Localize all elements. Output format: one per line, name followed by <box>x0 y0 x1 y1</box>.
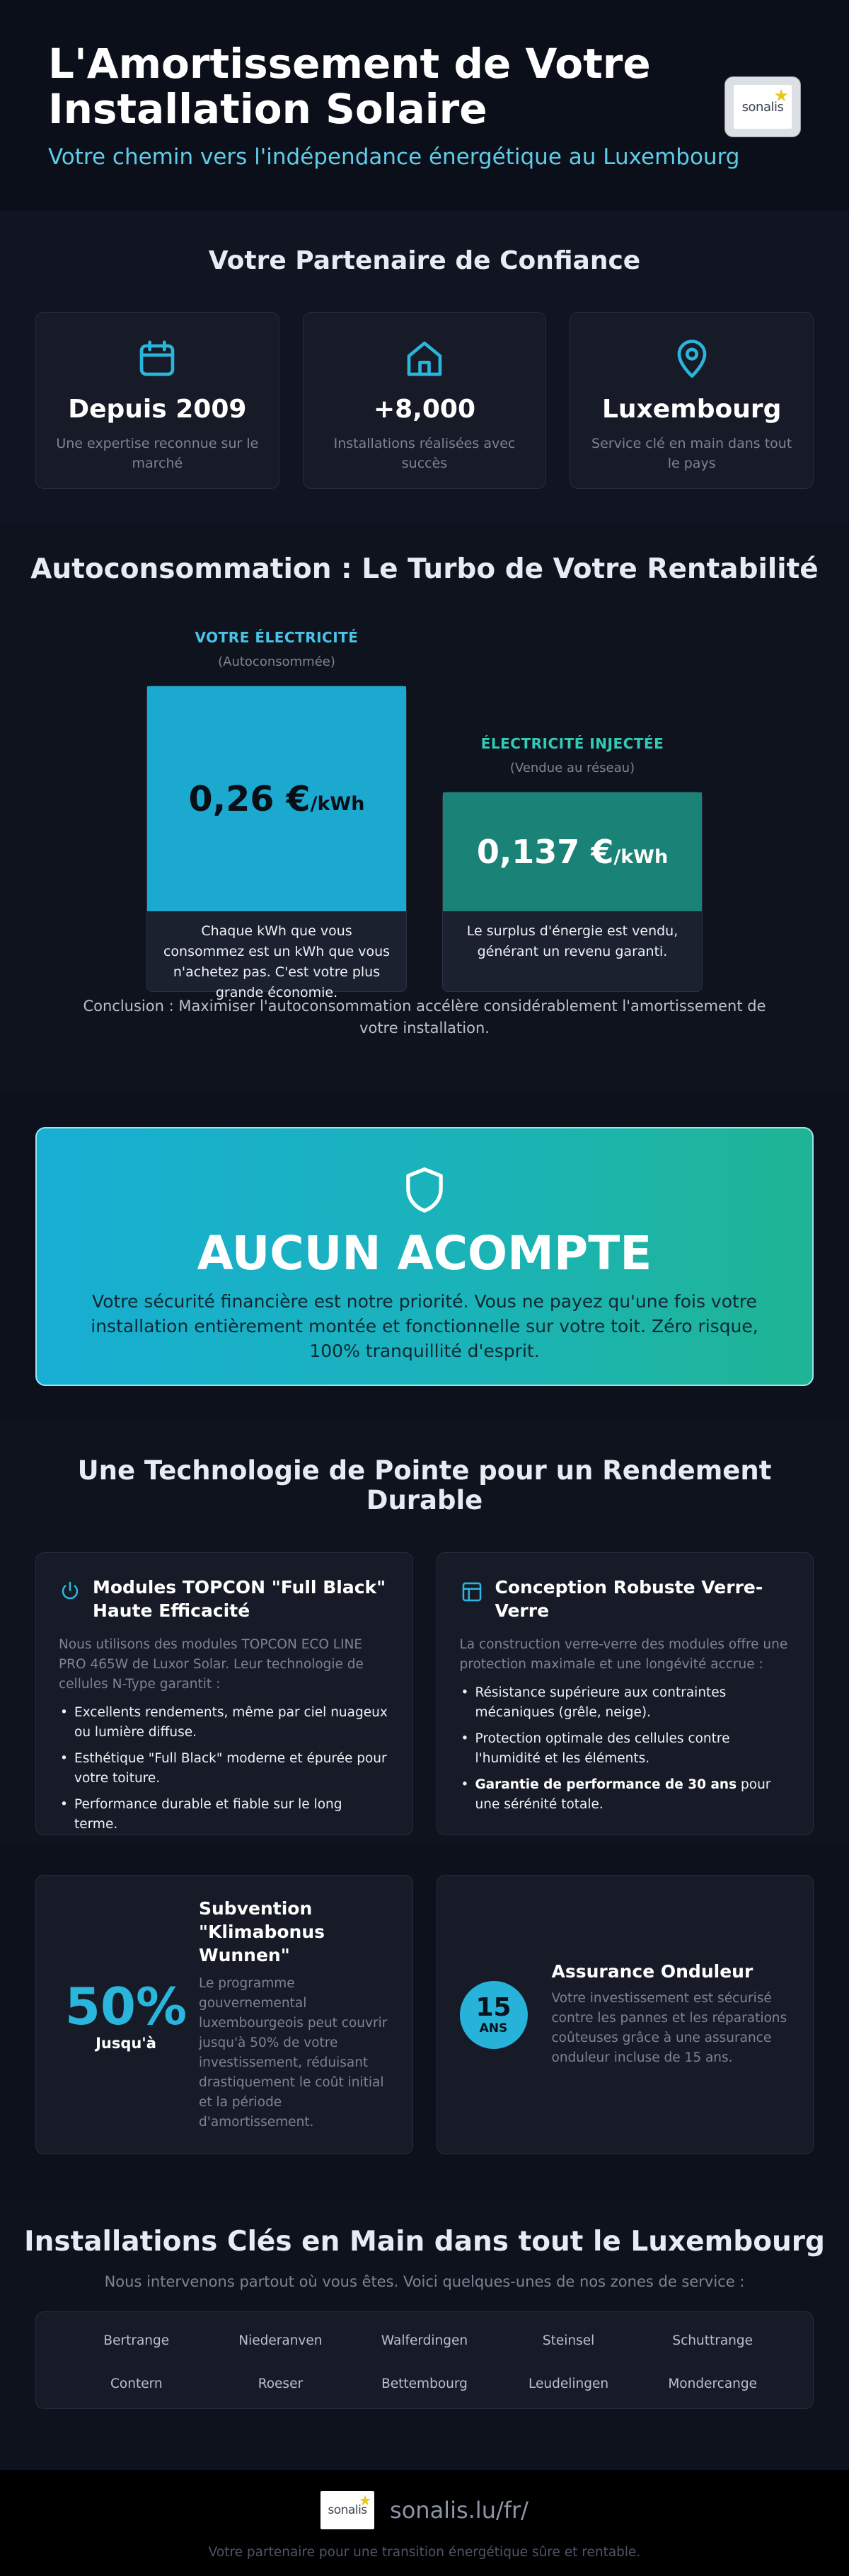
city-item: Leudelingen <box>529 2376 609 2391</box>
bar-label-injectee <box>442 735 703 775</box>
bar-unit: /kWh <box>310 792 365 815</box>
partner-card-luxembourg <box>570 312 814 489</box>
partner-card-installations <box>303 312 547 489</box>
map-pin-icon <box>570 337 813 381</box>
logo-text: sonalis <box>741 99 784 115</box>
tech-card-list <box>460 1683 791 1815</box>
bar-injectee <box>442 792 703 992</box>
footer-logo-text: sonalis <box>328 2503 367 2517</box>
footer <box>0 2470 849 2576</box>
list-item: • Résistance supérieure aux contraintes mécaniques (grêle, neige). <box>460 1683 791 1723</box>
tech-card-head <box>59 1576 390 1622</box>
logo-inner <box>734 85 792 129</box>
bar-label-autoconsommee <box>146 629 407 669</box>
city-item: Walferdingen <box>381 2333 468 2348</box>
technologie-section <box>0 1421 849 1845</box>
autoconsommation-title: Autoconsommation : Le Turbo de Votre Rentabilité <box>30 553 819 585</box>
bar-price-block <box>443 792 702 911</box>
tech-card-topcon <box>35 1552 413 1835</box>
technologie-cards <box>0 1552 849 1835</box>
installations-intro: Nous intervenons partout où vous êtes. Voici quelques-unes de nos zones de service : <box>104 2273 745 2290</box>
city-item: Contern <box>110 2376 163 2391</box>
city-item: Bertrange <box>103 2333 170 2348</box>
partner-desc: Une expertise reconnue sur le marché <box>56 436 259 471</box>
partner-section <box>0 212 849 524</box>
header <box>0 0 849 212</box>
acompte-text: Votre sécurité financière est notre priorité. Vous ne payez qu'une fois votre installation entièrement montée et fonctionnelle sur votre toit. Zéro risque, 100% tranquillité d'esprit. <box>91 1291 758 1361</box>
list-item: • Performance durable et fiable sur le long terme. <box>59 1795 390 1835</box>
partner-card-since <box>35 312 279 489</box>
subvention-text: Le programme gouvernemental luxembourgeois peut couvrir jusqu'à 50% de votre investissement, réduisant drastiquement le coût initial et la période d'amortissement. <box>199 1976 388 2130</box>
city-item: Roeser <box>258 2376 304 2391</box>
page-subtitle: Votre chemin vers l'indépendance énergétique au Luxembourg <box>48 144 740 170</box>
acompte-banner <box>35 1127 814 1386</box>
layout-icon <box>460 1580 484 1607</box>
acompte-title: AUCUN ACOMPTE <box>197 1226 652 1281</box>
sonalis-logo[interactable] <box>724 76 801 137</box>
tech-card-intro: Nous utilisons des modules TOPCON ECO LINE PRO 465W de Luxor Solar. Leur technologie de cellules N-Type garantit : <box>59 1637 364 1692</box>
autoconsommation-conclusion: Conclusion : Maximiser l'autoconsommation accélère considérablement l'amortissement de votre installation. <box>83 998 766 1036</box>
bar-label-title: ÉLECTRICITÉ INJECTÉE <box>480 735 664 752</box>
bar-caption: Le surplus d'énergie est vendu, générant un revenu garanti. <box>466 923 678 959</box>
subvention-card <box>35 1875 413 2154</box>
list-item: • Protection optimale des cellules contre l'humidité et les éléments. <box>460 1729 791 1769</box>
subvention-jusqua: Jusqu'à <box>96 2034 156 2052</box>
list-item-guarantee <box>460 1775 791 1815</box>
partner-desc: Service clé en main dans tout le pays <box>591 436 792 471</box>
partner-cards <box>0 312 849 489</box>
assurance-text-block <box>528 1961 791 2068</box>
technologie-title: Une Technologie de Pointe pour un Rendement Durable <box>77 1455 772 1515</box>
tech-card-title: Modules TOPCON "Full Black" Haute Efficacité <box>93 1577 386 1621</box>
partner-value: Luxembourg <box>601 395 782 424</box>
logo-star-icon: ★ <box>773 86 789 105</box>
assurance-title: Assurance Onduleur <box>551 1961 753 1982</box>
city-item: Bettembourg <box>381 2376 468 2391</box>
assurance-years: 15 <box>475 1992 512 2022</box>
cities-list <box>35 2311 814 2409</box>
subvention-text-block <box>193 1897 390 2132</box>
bar-label-sub: (Autoconsommée) <box>218 654 335 669</box>
assurance-text: Votre investissement est sécurisé contre les pannes et les réparations coûteuses grâce à une assurance onduleur incluse de 15 ans. <box>551 1991 787 2065</box>
city-item: Steinsel <box>542 2333 595 2348</box>
benefits-section <box>0 1845 849 2205</box>
guarantee-rest: pour une sérénité totale. <box>475 1777 771 1812</box>
city-item: Niederanven <box>238 2333 323 2348</box>
subvention-percent-block <box>59 1978 193 2052</box>
tech-card-verre <box>437 1552 814 1835</box>
bar-caption: Chaque kWh que vous consommez est un kWh que vous n'achetez pas. C'est votre plus grande économie. <box>163 923 391 1000</box>
bar-autoconsommee <box>146 686 407 1000</box>
acompte-section <box>0 1090 849 1421</box>
partner-title: Votre Partenaire de Confiance <box>208 246 641 275</box>
bar-unit: /kWh <box>613 845 669 868</box>
bar-price: 0,137 € <box>476 833 614 871</box>
partner-desc: Installations réalisées avec succès <box>333 436 516 471</box>
assurance-badge <box>460 1981 528 2049</box>
installations-title: Installations Clés en Main dans tout le Luxembourg <box>24 2226 825 2258</box>
bar-price: 0,26 € <box>188 778 311 819</box>
city-item: Mondercange <box>668 2376 758 2391</box>
price-bars <box>0 599 849 1000</box>
footer-logo-star-icon: ★ <box>359 2492 372 2509</box>
partner-value: Depuis 2009 <box>68 395 247 424</box>
footer-tagline: Votre partenaire pour une transition énergétique sûre et rentable. <box>208 2545 641 2560</box>
footer-logo[interactable] <box>320 2491 374 2529</box>
city-item: Schuttrange <box>672 2333 753 2348</box>
guarantee-strong: Garantie de performance de 30 ans <box>475 1777 737 1792</box>
footer-website-link[interactable]: sonalis.lu/fr/ <box>390 2497 529 2524</box>
bar-label-title: VOTRE ÉLECTRICITÉ <box>195 629 359 646</box>
tech-card-list <box>59 1703 390 1835</box>
assurance-card <box>437 1875 814 2154</box>
home-icon <box>304 337 546 381</box>
calendar-icon <box>36 337 279 381</box>
power-icon <box>59 1580 81 1605</box>
page-title: L'Amortissement de Votre Installation Solaire <box>48 40 651 133</box>
partner-value: +8,000 <box>373 395 476 424</box>
subvention-percent: 50% <box>64 1976 187 2036</box>
assurance-years-label: ANS <box>479 2021 508 2035</box>
list-item: • Esthétique "Full Black" moderne et épurée pour votre toiture. <box>59 1749 390 1789</box>
bar-price-block <box>147 686 406 911</box>
benefits-cards <box>35 1875 814 2154</box>
tech-card-head <box>460 1576 791 1622</box>
installations-section <box>0 2205 849 2470</box>
autoconsommation-section <box>0 524 849 1090</box>
shield-icon <box>37 1164 812 1216</box>
tech-card-intro: La construction verre-verre des modules offre une protection maximale et une longévité accrue : <box>459 1637 788 1672</box>
list-item: • Excellents rendements, même par ciel nuageux ou lumière diffuse. <box>59 1703 390 1743</box>
tech-card-title: Conception Robuste Verre-Verre <box>495 1577 763 1621</box>
subvention-title: Subvention "Klimabonus Wunnen" <box>199 1898 325 1965</box>
bar-label-sub: (Vendue au réseau) <box>509 761 635 775</box>
footer-row <box>0 2491 849 2529</box>
